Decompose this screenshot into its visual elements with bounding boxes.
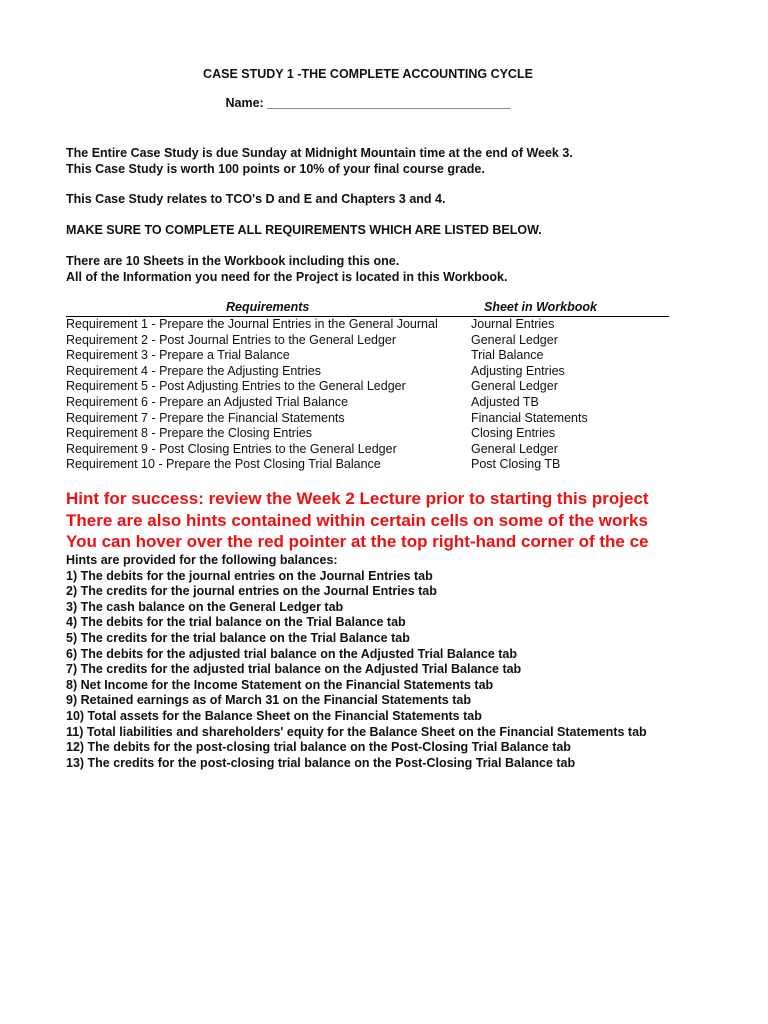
red-hint-block bbox=[66, 488, 672, 553]
sheet-cell: General Ledger bbox=[471, 332, 558, 347]
table-row bbox=[66, 364, 669, 380]
requirement-cell: Requirement 2 - Post Journal Entries to the General Ledger bbox=[66, 332, 397, 347]
requirement-cell: Requirement 8 - Prepare the Closing Entries bbox=[66, 426, 312, 441]
hint-item: 3) The cash balance on the General Ledger tab bbox=[66, 599, 344, 614]
sheets-line-2: All of the Information you need for the Project is located in this Workbook. bbox=[66, 269, 508, 284]
requirement-cell: Requirement 10 - Prepare the Post Closing Trial Balance bbox=[66, 457, 381, 472]
hint-intro: Hints are provided for the following balances: bbox=[66, 553, 338, 567]
hint-item: 2) The credits for the journal entries on the Journal Entries tab bbox=[66, 584, 437, 599]
header-requirements: Requirements bbox=[226, 300, 310, 314]
make-sure-line: MAKE SURE TO COMPLETE ALL REQUIREMENTS WHICH ARE LISTED BELOW. bbox=[66, 223, 542, 237]
hint-item: 7) The credits for the adjusted trial balance on the Adjusted Trial Balance tab bbox=[66, 662, 522, 677]
due-line-2: This Case Study is worth 100 points or 10% of your final course grade. bbox=[66, 161, 485, 176]
table-row bbox=[66, 348, 669, 364]
sheet-cell: Adjusting Entries bbox=[471, 363, 565, 378]
sheet-cell: Financial Statements bbox=[471, 410, 588, 425]
hint-item: 9) Retained earnings as of March 31 on the Financial Statements tab bbox=[66, 693, 471, 708]
sheet-cell: Journal Entries bbox=[471, 317, 555, 331]
requirement-cell: Requirement 7 - Prepare the Financial Statements bbox=[66, 410, 345, 425]
table-row bbox=[66, 317, 669, 333]
due-line-1: The Entire Case Study is due Sunday at Midnight Mountain time at the end of Week 3. bbox=[66, 146, 573, 160]
document-title: CASE STUDY 1 -THE COMPLETE ACCOUNTING CYCLE bbox=[203, 67, 533, 81]
sheet-cell: General Ledger bbox=[471, 441, 558, 456]
hint-item: 13) The credits for the post-closing trial balance on the Post-Closing Trial Balance tab bbox=[66, 755, 576, 770]
requirements-rows bbox=[66, 317, 669, 473]
hint-items bbox=[66, 569, 647, 772]
requirement-cell: Requirement 3 - Prepare a Trial Balance bbox=[66, 348, 290, 363]
requirement-cell: Requirement 4 - Prepare the Adjusting Entries bbox=[66, 363, 321, 378]
sheets-info-block bbox=[66, 254, 507, 285]
sheet-cell: Post Closing TB bbox=[471, 457, 561, 472]
requirements-table bbox=[66, 300, 669, 473]
table-row bbox=[66, 411, 669, 427]
hint-item: 1) The debits for the journal entries on the Journal Entries tab bbox=[66, 568, 433, 583]
requirement-cell: Requirement 6 - Prepare an Adjusted Trial Balance bbox=[66, 394, 349, 409]
sheet-cell: Closing Entries bbox=[471, 426, 556, 441]
table-row bbox=[66, 457, 669, 473]
table-row bbox=[66, 395, 669, 411]
hint-item: 8) Net Income for the Income Statement on the Financial Statements tab bbox=[66, 677, 494, 692]
header-sheet-in-workbook: Sheet in Workbook bbox=[484, 300, 597, 314]
hint-item: 10) Total assets for the Balance Sheet on the Financial Statements tab bbox=[66, 708, 482, 723]
hint-item: 12) The debits for the post-closing trial balance on the Post-Closing Trial Balance tab bbox=[66, 740, 571, 755]
requirement-cell: Requirement 1 - Prepare the Journal Entries in the General Journal bbox=[66, 317, 438, 331]
sheet-cell: Trial Balance bbox=[471, 348, 544, 363]
table-row bbox=[66, 379, 669, 395]
hint-list bbox=[66, 553, 647, 771]
sheets-line-1: There are 10 Sheets in the Workbook including this one. bbox=[66, 254, 400, 268]
due-date-block bbox=[66, 146, 573, 177]
hint-item: 11) Total liabilities and shareholders' equity for the Balance Sheet on the Financial Statements tab bbox=[66, 724, 647, 739]
table-row bbox=[66, 333, 669, 349]
table-row bbox=[66, 426, 669, 442]
hint-item: 5) The credits for the trial balance on the Trial Balance tab bbox=[66, 630, 410, 645]
requirement-cell: Requirement 5 - Post Adjusting Entries to the General Ledger bbox=[66, 379, 406, 394]
hint-item: 6) The debits for the adjusted trial balance on the Adjusted Trial Balance tab bbox=[66, 646, 518, 661]
name-field-label: Name: ___________________________________ bbox=[225, 96, 511, 110]
requirement-cell: Requirement 9 - Post Closing Entries to the General Ledger bbox=[66, 441, 397, 456]
red-hint-line-2: There are also hints contained within certain cells on some of the works bbox=[66, 510, 648, 530]
tco-line: This Case Study relates to TCO's D and E and Chapters 3 and 4. bbox=[66, 192, 446, 206]
sheet-cell: General Ledger bbox=[471, 379, 558, 394]
red-hint-line-1: Hint for success: review the Week 2 Lecture prior to starting this project bbox=[66, 489, 649, 508]
hint-item: 4) The debits for the trial balance on the Trial Balance tab bbox=[66, 615, 406, 630]
requirements-table-header bbox=[66, 300, 669, 317]
sheet-cell: Adjusted TB bbox=[471, 394, 539, 409]
red-hint-line-3: You can hover over the red pointer at the top right-hand corner of the ce bbox=[66, 532, 649, 551]
table-row bbox=[66, 442, 669, 458]
